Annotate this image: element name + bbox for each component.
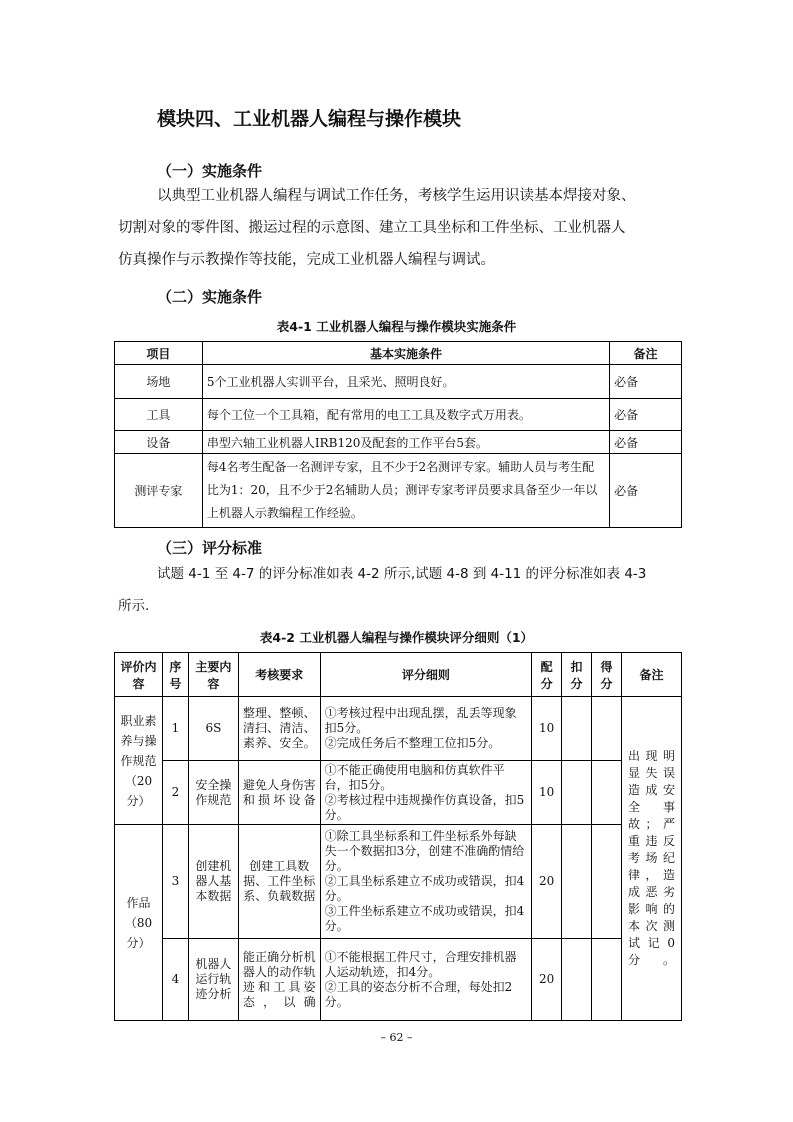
detail-line: ①考核过程中出现乱摆，乱丢等现象扣5分。: [324, 706, 517, 735]
condition-cell: 每4名考生配备一名测评专家，且不少于2名测评专家。辅助人员与考生配比为1：20，且不少于2名辅助人员；测评专家考评员要求具备至少一年以上机器人示教编程工作经验。: [202, 454, 609, 528]
paragraph-1-line-3: 仿真操作与示教操作等技能，完成工业机器人编程与调试。: [118, 252, 495, 268]
detail-line: ②完成任务后不整理工位扣5分。: [324, 736, 501, 750]
header-cell: 考核要求: [238, 653, 320, 697]
deduct-cell: [562, 697, 592, 761]
detail-line: ①不能根据工件尺寸，合理安排机器人运动轨迹，扣4分。: [324, 949, 517, 979]
group-cell: 作品（80分）: [115, 825, 163, 1021]
header-cell: 备注: [610, 342, 682, 365]
detail-line: ②工具的姿态分析不合理，每处扣2分。: [324, 979, 513, 1009]
number-cell: 1: [162, 697, 188, 761]
detail-cell: [320, 761, 531, 825]
main-cell: 创建机器人基本数据: [188, 825, 238, 939]
got-cell: [592, 761, 622, 825]
main-cell: 机器人运行轨迹分析: [188, 939, 238, 1021]
page-title: 模块四、工业机器人编程与操作模块: [157, 108, 462, 130]
page-number: – 62 –: [380, 1031, 413, 1044]
table-row: [115, 697, 682, 761]
requirement-cell: 整理、整顿、清扫、清洁、素养、安全。: [238, 697, 320, 761]
requirement-cell: 能正确分析机器人的动作轨迹和工具姿态，以确: [238, 939, 320, 1021]
item-cell: 设备: [115, 431, 203, 454]
table-row: [115, 431, 682, 454]
table-header-row: [115, 342, 682, 365]
item-cell: 工具: [115, 399, 203, 431]
detail-cell: [320, 825, 531, 939]
score-cell: 20: [532, 939, 562, 1021]
remark-cell: 出现明显失误造成安全事故；严重违反考场纪律，造成恶劣影响的本次测试记0分。: [622, 697, 682, 1021]
table2-caption: 表4-2 工业机器人编程与操作模块评分细则（1）: [259, 630, 534, 645]
number-cell: 2: [162, 761, 188, 825]
condition-cell: 串型六轴工业机器人IRB120及配套的工作平台5套。: [202, 431, 609, 454]
table1-caption: 表4-1 工业机器人编程与操作模块实施条件: [276, 319, 517, 334]
main-cell: 安全操作规范: [188, 761, 238, 825]
deduct-cell: [562, 825, 592, 939]
table-row: [115, 939, 682, 1021]
detail-line: ②工具坐标系建立不成功或错误，扣4分。: [324, 874, 525, 903]
note-cell: 必备: [610, 399, 682, 431]
section-heading-1: （一）实施条件: [157, 162, 263, 180]
conditions-table: [114, 341, 682, 528]
number-cell: 4: [162, 939, 188, 1021]
detail-cell: [320, 697, 531, 761]
header-cell: 序号: [162, 653, 188, 697]
item-cell: 场地: [115, 365, 203, 399]
item-cell: 测评专家: [115, 454, 203, 528]
score-cell: 10: [532, 761, 562, 825]
table-row: [115, 454, 682, 528]
got-cell: [592, 825, 622, 939]
condition-cell: 每个工位一个工具箱，配有常用的电工工具及数字式万用表。: [202, 399, 609, 431]
header-cell: 评分细则: [320, 653, 531, 697]
note-cell: 必备: [610, 365, 682, 399]
score-cell: 10: [532, 697, 562, 761]
got-cell: [592, 697, 622, 761]
header-cell: 基本实施条件: [202, 342, 609, 365]
section-heading-3: （三）评分标准: [157, 539, 263, 557]
detail-line: ②考核过程中违规操作仿真设备，扣5分。: [324, 792, 525, 822]
number-cell: 3: [162, 825, 188, 939]
paragraph-1-line-2: 切割对象的零件图、搬运过程的示意图、建立工具坐标和工件坐标、工业机器人: [118, 220, 626, 236]
scoring-table: [114, 652, 682, 1021]
table-header-row: [115, 653, 682, 697]
header-cell: 配分: [532, 653, 562, 697]
requirement-cell: 避免人身伤害和损坏设备: [238, 761, 320, 825]
header-cell: 主要内容: [188, 653, 238, 697]
main-cell: 6S: [188, 697, 238, 761]
condition-cell: 5个工业机器人实训平台，且采光、照明良好。: [202, 365, 609, 399]
group-cell: 职业素养与操作规范（20分）: [115, 697, 163, 825]
detail-line: ③工件坐标系建立不成功或错误，扣4分。: [324, 904, 525, 933]
section-heading-2: （二）实施条件: [157, 288, 263, 306]
deduct-cell: [562, 761, 592, 825]
header-cell: 评价内容: [115, 653, 163, 697]
paragraph-3-line-1: 试题 4-1 至 4-7 的评分标准如表 4-2 所示,试题 4-8 到 4-11 的评分标准如表 4-3: [157, 566, 647, 582]
note-cell: 必备: [610, 454, 682, 528]
got-cell: [592, 939, 622, 1021]
note-cell: 必备: [610, 431, 682, 454]
header-cell: 备注: [622, 653, 682, 697]
table-row: [115, 399, 682, 431]
detail-cell: [320, 939, 531, 1021]
header-cell: 得分: [592, 653, 622, 697]
table-row: [115, 365, 682, 399]
requirement-cell: 创建工具数据、工件坐标系、负载数据: [238, 825, 320, 939]
table-row: [115, 825, 682, 939]
deduct-cell: [562, 939, 592, 1021]
score-cell: 20: [532, 825, 562, 939]
paragraph-3-line-2: 所示.: [118, 598, 150, 614]
header-cell: 扣分: [562, 653, 592, 697]
header-cell: 项目: [115, 342, 203, 365]
detail-line: ①除工具坐标系和工件坐标系外每缺失一个数据扣3分，创建不准确酌情给分。: [324, 829, 525, 873]
detail-line: ①不能正确使用电脑和仿真软件平台，扣5分。: [324, 762, 505, 792]
table-row: [115, 761, 682, 825]
paragraph-1-line-1: 以典型工业机器人编程与调试工作任务，考核学生运用识读基本焊接对象、: [157, 188, 636, 204]
